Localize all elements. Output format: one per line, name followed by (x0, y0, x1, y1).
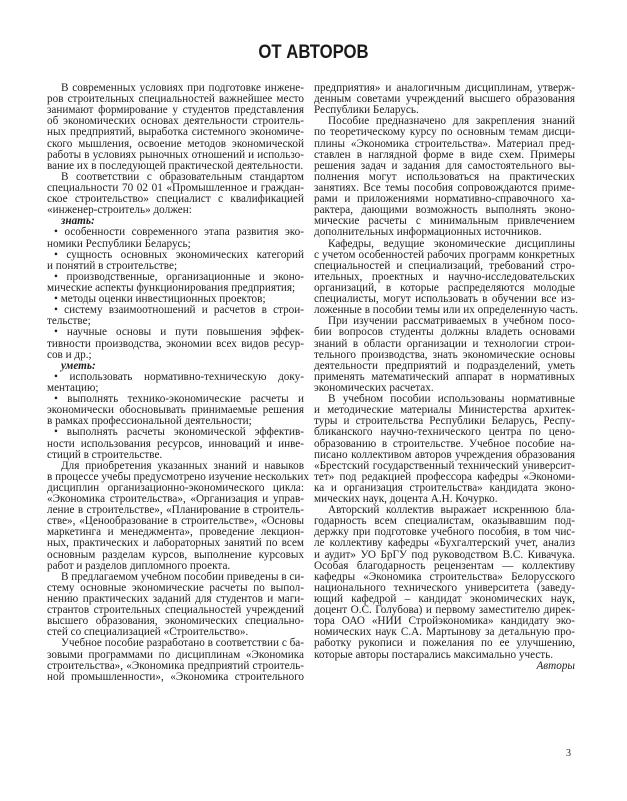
text-line: работы в условиях рыночных отношений и использо- (47, 148, 304, 161)
text-line: в рамках профессиональной деятельности; (47, 415, 252, 428)
text-line: стей со специализацией «Строительство». (47, 626, 249, 639)
text-line: Республики Беларусь. (314, 104, 419, 117)
text-line: бии вопросов студенты должны владеть основами (314, 326, 575, 339)
text-line: номических наук С.А. Мартынову за детальную про- (314, 626, 575, 639)
text-line: деятельности предприятий и подразделений, уметь (314, 359, 575, 372)
text-line: маркетинга и менеджмента», проведение лекцион- (47, 526, 304, 539)
text-line: стиций в строительстве. (47, 448, 163, 461)
text-line: ных предприятий, выработка системного экономиче- (47, 126, 304, 139)
text-line: денным советами учреждений высшего образования (314, 93, 575, 106)
text-line: • производственные, организационные и эконо- (54, 270, 304, 283)
text-line: плины «Экономика строительства». Материал пред- (314, 137, 575, 150)
text-line: мические аспекты функционирования предприятия; (47, 281, 296, 294)
left-column (47, 82, 309, 683)
text-line: ле коллективу кафедры «Бухгалтерский учет, анализ (314, 537, 575, 550)
text-line: зовыми программами по дисциплинам «Экономика (47, 648, 304, 661)
text-line: стему основные экономические расчеты по выпол- (47, 581, 304, 594)
text-line: • систему взаимоотношений и расчетов в строи- (54, 304, 304, 317)
text-line: В соответствии с образовательным стандартом (61, 170, 304, 183)
text-line: тет» под редакцией профессора кафедры «Экономи- (314, 470, 575, 483)
text-line: вание их в последующей практической деятельности. (47, 159, 304, 172)
text-line: Особая благодарность рецензентам — коллективу (314, 559, 575, 572)
text-line: сов и др.; (47, 348, 92, 361)
text-line: ительных, проектных и научно-исследовательских (314, 270, 575, 283)
text-line: ности использования ресурсов, инноваций и инве- (47, 437, 304, 450)
page-title: ОТ АВТОРОВ (258, 42, 369, 63)
text-line: специальности 70 02 01 «Промышленное и граждан- (47, 181, 304, 194)
text-line: номики Республики Беларусь; (47, 237, 191, 250)
text-line: • сущность основных экономических категорий (54, 248, 304, 261)
text-line: Авторский коллектив выражает искреннюю бла- (328, 504, 575, 517)
signature: Авторы (536, 659, 575, 672)
text-line: специальностей и специализаций, требований стро- (314, 259, 575, 272)
text-line: ющий кафедрой – кандидат экономических наук, (314, 593, 575, 606)
text-line: Для приобретения указанных знаний и навыков (61, 459, 304, 472)
text-line: стве», «Ценообразование в строительстве», «Основы (47, 515, 304, 528)
text-line: ной промышленности», «Экономика строительного (47, 670, 304, 683)
text-line: полнения могут использоваться на практических (314, 170, 575, 183)
text-line: «инженер-строитель» должен: (47, 204, 192, 217)
text-line: годарность всем специалистам, оказывавшим под- (314, 515, 575, 528)
text-line: ложенные в пособии темы или их определенную часть. (314, 304, 578, 317)
text-line: знать: (61, 215, 95, 228)
text-line: высшего образования, экономических специально- (47, 615, 304, 628)
text-line: занимают формирование у студентов представления (47, 104, 304, 117)
text-line: мических наук, доцента А.Н. Кочурко. (314, 493, 498, 506)
text-line: ставлен в наглядной форме в виде схем. Примеры (314, 148, 575, 161)
text-line: рактера, дающими возможность выполнять эконо- (314, 204, 575, 217)
text-line: ка и организация строительства» кандидата эконо- (314, 481, 575, 494)
text-line: нению практических заданий для студентов и маги- (47, 593, 304, 606)
text-line: мические расчеты с минимальным привлечением (314, 215, 575, 228)
text-line: предприятия» и аналогичным дисциплинам, утверж- (314, 82, 575, 94)
text-line: бликанского научно-технического центра по цено- (314, 426, 575, 439)
text-line: тивности производства, экономии всех видов ресур- (47, 337, 304, 350)
text-line: уметь: (61, 359, 96, 372)
text-line: тора ОАО «НИИ Стройэкономика» кандидату эко- (314, 615, 575, 628)
text-line: «Брестский государственный технический университ- (314, 459, 575, 472)
text-line: строительства», «Экономика предприятий строитель- (47, 659, 304, 672)
text-line: основным разделам курсов, выполнение курсовых (47, 548, 304, 561)
text-line: В современных условиях при подготовке инжене- (61, 82, 304, 94)
text-line: держку при подготовке учебного пособия, в том чис- (314, 526, 575, 539)
text-line: работку рукописи и пожелания по ее улучшению, (314, 637, 575, 650)
text-line: доцент О.С. Голубова) и первому заместителю дирек- (314, 604, 575, 617)
text-line: экономических расчетах. (314, 381, 434, 394)
text-line: странтов строительных специальностей учреждений (47, 604, 304, 617)
text-line: ское строительство» специалист с квалификацией (47, 193, 304, 206)
text-line: туры и строительства Республики Беларусь, Респу- (314, 415, 575, 428)
text-line: ров строительных специальностей важнейшее место (47, 93, 304, 106)
text-line: которые авторы постарались максимально учесть. (314, 648, 554, 661)
text-line: «Экономика строительства», «Организация и управ- (47, 493, 304, 506)
text-line: тельного производства, знать экономические основы (314, 348, 575, 361)
text-line: • выполнять расчеты экономической эффектив- (54, 426, 304, 439)
text-line: ского мышления, освоение методов экономической (47, 137, 304, 150)
text-line: рами и приложениями нормативно-справочного ха- (314, 193, 575, 206)
text-line: и методические материалы Министерства архитек- (314, 404, 575, 417)
text-line: в процессе учебы предусмотрено изучение нескольких (47, 470, 309, 483)
text-line: ных, практических и лабораторных занятий по всем (47, 537, 304, 550)
text-line: писано коллективом авторов учреждения образования (314, 448, 575, 461)
text-line: экономически обосновывать принимаемые решения (47, 404, 304, 417)
text-line: организаций, в которые распределяются молодые (314, 281, 575, 294)
text-line: В учебном пособии использованы нормативные (328, 393, 575, 406)
text-line: Кафедры, ведущие экономические дисциплины (328, 237, 575, 250)
text-line: с учетом особенностей рабочих программ конкретных (314, 248, 575, 261)
text-line: дополнительных информационных источников. (314, 226, 542, 239)
text-line: • использовать нормативно-техническую доку- (54, 370, 304, 383)
text-line: кафедры «Экономика строительства» Белорусского (314, 570, 575, 583)
text-line: • выполнять технико-экономические расчеты и (54, 393, 304, 406)
text-line: по теоретическому курсу по основным темам дисци- (314, 126, 575, 139)
text-line: При изучении рассматриваемых в учебном посо- (328, 315, 575, 328)
text-line: об экономических основах деятельности строитель- (47, 115, 304, 128)
text-line: В предлагаемом учебном пособии приведены в си- (61, 570, 305, 583)
text-line: • методы оценки инвестиционных проектов; (54, 293, 266, 306)
text-line: Пособие предназначено для закрепления знаний (328, 115, 575, 128)
text-line: решения задач и задания для самостоятельного вы- (314, 159, 575, 172)
text-line: ментацию; (47, 381, 99, 394)
text-line: • особенности современного этапа развития эко- (54, 226, 304, 239)
text-line: образованию в строительстве. Учебное пособие на- (314, 437, 575, 450)
text-line: • научные основы и пути повышения эффек- (54, 326, 304, 339)
text-line: ление в строительстве», «Планирование в строитель- (47, 504, 304, 517)
text-line: и аудит» УО БрГУ под руководством В.С. Кивачука. (314, 548, 575, 561)
text-line: Учебное пособие разработано в соответствии с ба- (61, 637, 304, 650)
right-column (314, 82, 578, 672)
text-line: работ и разделов дипломного проекта. (47, 559, 231, 572)
text-line: национального технического университета (заведу- (314, 581, 575, 594)
text-line: знаний в области организации и технологии строи- (314, 337, 575, 350)
text-line: занятиях. Все темы пособия сопровождаются приме- (314, 181, 575, 194)
text-line: применять математический аппарат в нормативных (314, 370, 575, 383)
page-number: 3 (566, 748, 571, 759)
text-line: дисциплин организационно-экономического цикла: (47, 481, 304, 494)
text-line: тельстве; (47, 315, 91, 328)
text-line: специалисты, могут использовать в обучении все из- (314, 293, 575, 306)
text-line: и понятий в строительстве; (47, 259, 178, 272)
